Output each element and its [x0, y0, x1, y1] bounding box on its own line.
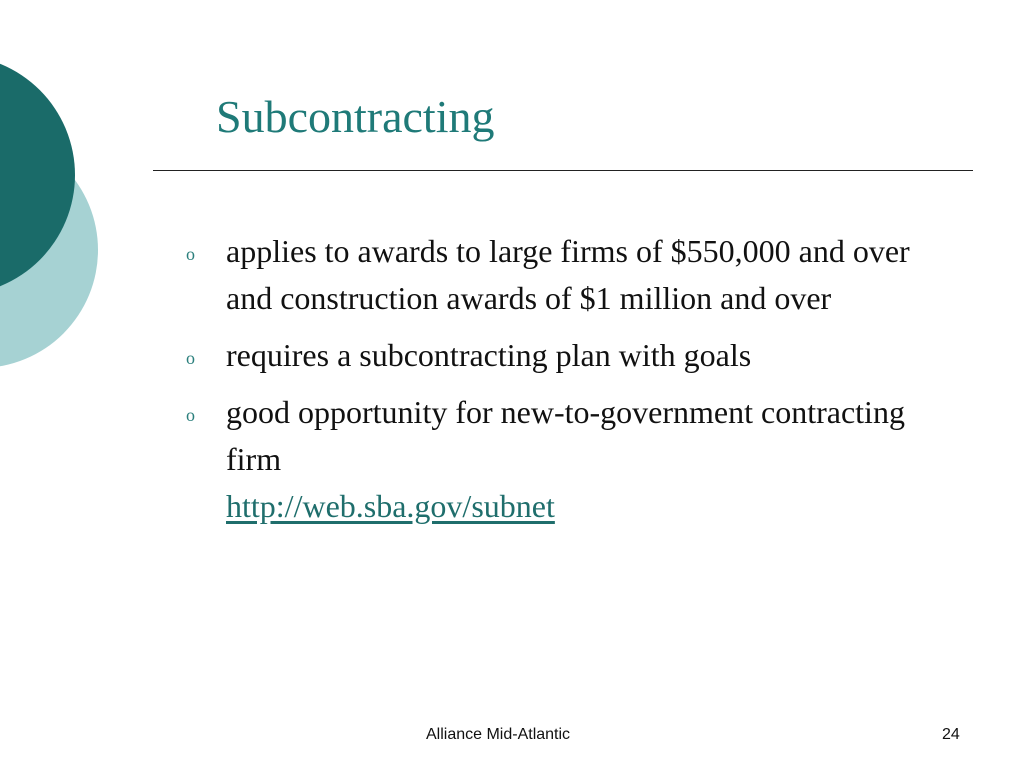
footer-organization: Alliance Mid-Atlantic [426, 726, 571, 743]
bullet-marker-icon: o [186, 405, 195, 425]
decorative-circles [0, 0, 120, 420]
bullet-marker-icon: o [186, 244, 195, 264]
bullet-item-opportunity [186, 389, 946, 530]
bullet-text: good opportunity for new-to-government contracting firm [226, 394, 905, 477]
subnet-link[interactable]: http://web.sba.gov/subnet [226, 488, 555, 524]
bullet-list [186, 228, 946, 540]
footer-page-number: 24 [942, 726, 960, 743]
bullet-text: applies to awards to large firms of $550,000 and over and construction awards of $1 million and over [226, 233, 910, 316]
slide-title: Subcontracting [216, 91, 495, 142]
bullet-marker-icon: o [186, 348, 195, 368]
title-divider [153, 170, 973, 171]
bullet-text: requires a subcontracting plan with goals [226, 337, 752, 373]
bullet-item-awards [186, 228, 946, 322]
bullet-item-plan [186, 332, 946, 379]
